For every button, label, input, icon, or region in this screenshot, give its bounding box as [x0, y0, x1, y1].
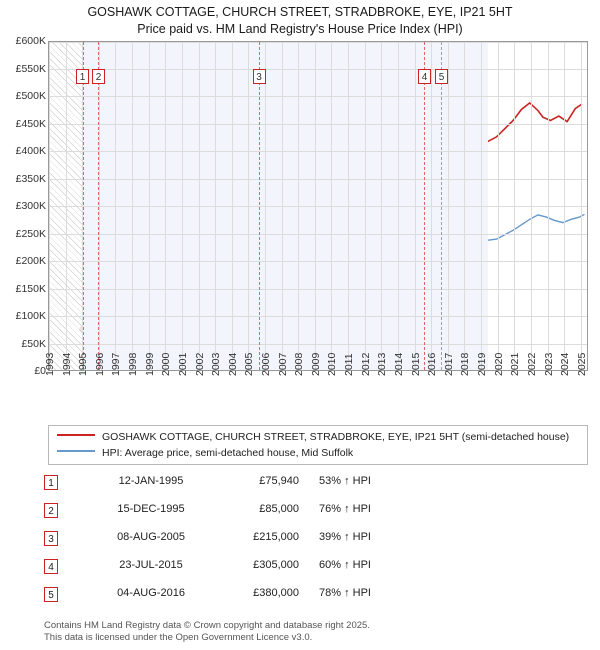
row-date: 15-DEC-1995	[117, 503, 185, 515]
row-hpi-delta: 39% ↑ HPI	[319, 531, 371, 543]
x-tick-1997: 1997	[110, 352, 123, 376]
marker-box-1: 1	[76, 69, 89, 84]
marker-box-5: 5	[435, 69, 448, 84]
table-row	[44, 556, 592, 584]
x-tick-2023: 2023	[542, 352, 555, 376]
x-tick-2025: 2025	[575, 352, 588, 376]
x-tick-2003: 2003	[210, 352, 223, 376]
sales-table	[44, 472, 592, 612]
row-hpi-delta: 78% ↑ HPI	[319, 587, 371, 599]
x-tick-2021: 2021	[509, 352, 522, 376]
row-index: 2	[44, 503, 58, 518]
row-price: £305,000	[253, 559, 299, 571]
legend-swatch-hpi	[57, 450, 95, 452]
event-line-2	[98, 42, 100, 370]
x-tick-2020: 2020	[492, 352, 505, 376]
row-index: 5	[44, 587, 58, 602]
x-tick-1995: 1995	[77, 352, 90, 376]
x-tick-2019: 2019	[476, 352, 488, 376]
x-tick-2018: 2018	[459, 352, 472, 376]
x-tick-2009: 2009	[309, 352, 322, 376]
chart-legend	[48, 425, 588, 465]
x-tick-2006: 2006	[260, 352, 272, 376]
legend-label-property: GOSHAWK COTTAGE, CHURCH STREET, STRADBROKE, EYE, IP21 5HT (semi-detached house)	[102, 431, 570, 443]
x-tick-2011: 2011	[343, 353, 356, 376]
row-date: 08-AUG-2005	[117, 531, 185, 543]
y-tick-550k: £550K	[15, 62, 46, 75]
marker-box-4: 4	[418, 69, 431, 84]
y-tick-250k: £250K	[15, 227, 46, 240]
legend-entry-hpi	[57, 447, 353, 463]
legend-entry-property	[57, 431, 569, 447]
y-tick-500k: £500K	[15, 90, 46, 102]
row-date: 04-AUG-2016	[117, 587, 185, 599]
x-tick-2005: 2005	[243, 352, 256, 376]
event-line-5	[441, 42, 443, 370]
table-row	[44, 584, 592, 612]
legend-label-hpi: HPI: Average price, semi-detached house, Mid Suffolk	[102, 447, 354, 459]
y-tick-200k: £200K	[15, 255, 46, 267]
y-tick-400k: £400K	[15, 145, 46, 157]
row-price: £85,000	[259, 503, 299, 515]
x-tick-2015: 2015	[409, 352, 422, 376]
x-tick-2007: 2007	[276, 352, 289, 376]
y-tick-150k: £150K	[15, 282, 46, 295]
chart-plot-area	[48, 41, 588, 371]
x-tick-2002: 2002	[193, 352, 206, 376]
x-tick-2013: 2013	[376, 352, 389, 376]
y-tick-50k: £50K	[21, 337, 46, 350]
x-tick-1999: 1999	[143, 352, 156, 376]
row-index: 4	[44, 559, 58, 574]
y-tick-300k: £300K	[15, 200, 46, 212]
row-price: £215,000	[253, 531, 299, 543]
footer-licence: This data is licensed under the Open Government Licence v3.0.	[44, 632, 313, 643]
x-tick-2008: 2008	[293, 352, 306, 376]
row-hpi-delta: 76% ↑ HPI	[319, 503, 371, 515]
x-tick-2004: 2004	[226, 352, 239, 376]
y-tick-100k: £100K	[15, 310, 46, 322]
row-date: 23-JUL-2015	[119, 559, 183, 571]
row-price: £75,940	[259, 475, 299, 487]
event-line-4	[424, 42, 426, 370]
x-tick-2012: 2012	[359, 352, 372, 376]
y-tick-0: £0	[34, 365, 46, 377]
table-row	[44, 500, 592, 528]
x-tick-2017: 2017	[442, 352, 455, 376]
row-hpi-delta: 60% ↑ HPI	[319, 559, 371, 571]
row-date: 12-JAN-1995	[118, 475, 184, 487]
row-index: 3	[44, 531, 58, 546]
marker-box-2: 2	[92, 69, 105, 84]
event-line-3	[259, 42, 261, 370]
x-tick-1998: 1998	[127, 352, 139, 376]
x-tick-2022: 2022	[525, 352, 538, 376]
page-title-line2: Price paid vs. HM Land Registry's House Price Index (HPI)	[137, 22, 463, 36]
row-index: 1	[44, 475, 58, 490]
x-tick-2024: 2024	[559, 352, 572, 376]
x-tick-1996: 1996	[93, 352, 106, 376]
y-tick-600k: £600K	[15, 35, 46, 47]
y-tick-350k: £350K	[15, 172, 46, 185]
legend-swatch-property	[57, 434, 95, 436]
table-row	[44, 472, 592, 500]
x-tick-2010: 2010	[326, 352, 339, 376]
x-tick-2001: 2001	[176, 352, 189, 376]
table-row	[44, 528, 592, 556]
row-hpi-delta: 53% ↑ HPI	[319, 475, 371, 487]
x-tick-1994: 1994	[60, 352, 73, 376]
x-tick-2000: 2000	[160, 352, 173, 376]
x-tick-2014: 2014	[392, 352, 405, 376]
row-price: £380,000	[253, 587, 299, 599]
marker-box-3: 3	[253, 69, 266, 84]
event-line-1	[83, 42, 85, 370]
y-tick-450k: £450K	[15, 117, 46, 130]
footer-copyright: Contains HM Land Registry data © Crown copyright and database right 2025.	[44, 620, 370, 631]
page-title-line1: GOSHAWK COTTAGE, CHURCH STREET, STRADBROKE, EYE, IP21 5HT	[87, 5, 513, 19]
x-tick-1993: 1993	[44, 352, 56, 376]
x-tick-2016: 2016	[426, 352, 439, 376]
